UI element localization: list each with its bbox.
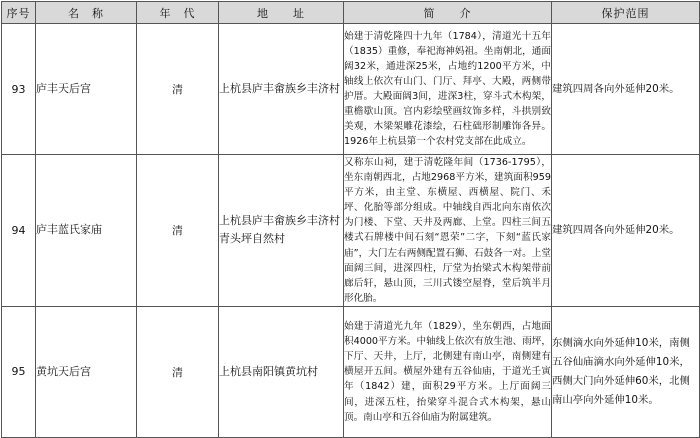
site-era: 清	[137, 155, 219, 307]
site-location: 上杭县庐丰畲族乡丰济村	[219, 24, 344, 155]
site-name: 黄坑天后宫	[36, 306, 137, 437]
site-description: 始建于清乾隆四十九年（1784），清道光十五年（1835）重修，奉祀海神妈祖。坐南朝北，通面阔32米，通进深25米，占地约1200平方米，中轴线上依次有山门、门厅、拜亭、大殿，两侧带护厝。大殿面阔3间，进深3柱，穿斗式木构架，重檐歇山顶。宫内彩绘壁画纹饰多样，斗拱别致美观，木梁架雕花漆绘，石柱础形制雕饰各异。1926年上杭县第一个农村党支部在此成立。	[344, 24, 552, 155]
site-location: 上杭县南阳镇黄坑村	[219, 306, 344, 437]
table-row	[2, 24, 700, 155]
site-description: 始建于清道光九年（1829），坐东朝西，占地面积4000平方米。中轴线上依次有放生池、雨坪，下厅、天井，上厅，北侧建有南山亭，南侧建有横屋开五间。横屋外建有五谷仙庙，于道光壬寅年（1842）建，面积29平方米。上厅面阔三间，进深五柱，抬梁穿斗混合式木构架，悬山顶。南山亭和五谷仙庙为附属建筑。	[344, 306, 552, 437]
site-location: 上杭县庐丰畲族乡丰济村青头坪自然村	[219, 155, 344, 307]
header-description: 简 介	[344, 2, 552, 24]
site-name: 庐丰蓝氏家庙	[36, 155, 137, 307]
row-number: 94	[2, 155, 36, 307]
row-number: 95	[2, 306, 36, 437]
site-description: 又称东山祠，建于清乾隆年间（1736-1795），坐东南朝西北，占地2968平方米，建筑面积959平方米，由主堂、东横屋、西横屋、院门、禾坪、化胎等部分组成。中轴线自西北向东南依次为门楼、下堂、天井及两廊、上堂。四柱三间五楼式石牌楼中间石刻“恩荣”二字，下刻“蓝氏家庙”，大门左右两侧配置石狮、石鼓各一对。上堂面阔三间，进深四柱，厅堂为抬梁式木构架带前廊后轩，悬山顶，三川式镂空屋脊，堂后筑半月形化胎。	[344, 155, 552, 307]
header-location: 地 址	[219, 2, 344, 24]
table-row	[2, 155, 700, 307]
table-row	[2, 306, 700, 437]
heritage-table	[1, 1, 700, 438]
protection-scope: 建筑四周各向外延伸20米。	[552, 24, 700, 155]
site-name: 庐丰天后宫	[36, 24, 137, 155]
site-era: 清	[137, 24, 219, 155]
header-era: 年 代	[137, 2, 219, 24]
protection-scope: 东侧滴水向外延伸10米，南侧五谷仙庙滴水向外延伸10米，西侧大门向外延伸60米，北侧南山亭向外延伸10米。	[552, 306, 700, 437]
site-era: 清	[137, 306, 219, 437]
header-protection: 保护范围	[552, 2, 700, 24]
header-name: 名 称	[36, 2, 137, 24]
row-number: 93	[2, 24, 36, 155]
header-row	[2, 2, 700, 24]
header-no: 序号	[2, 2, 36, 24]
protection-scope: 建筑四周各向外延伸20米。	[552, 155, 700, 307]
